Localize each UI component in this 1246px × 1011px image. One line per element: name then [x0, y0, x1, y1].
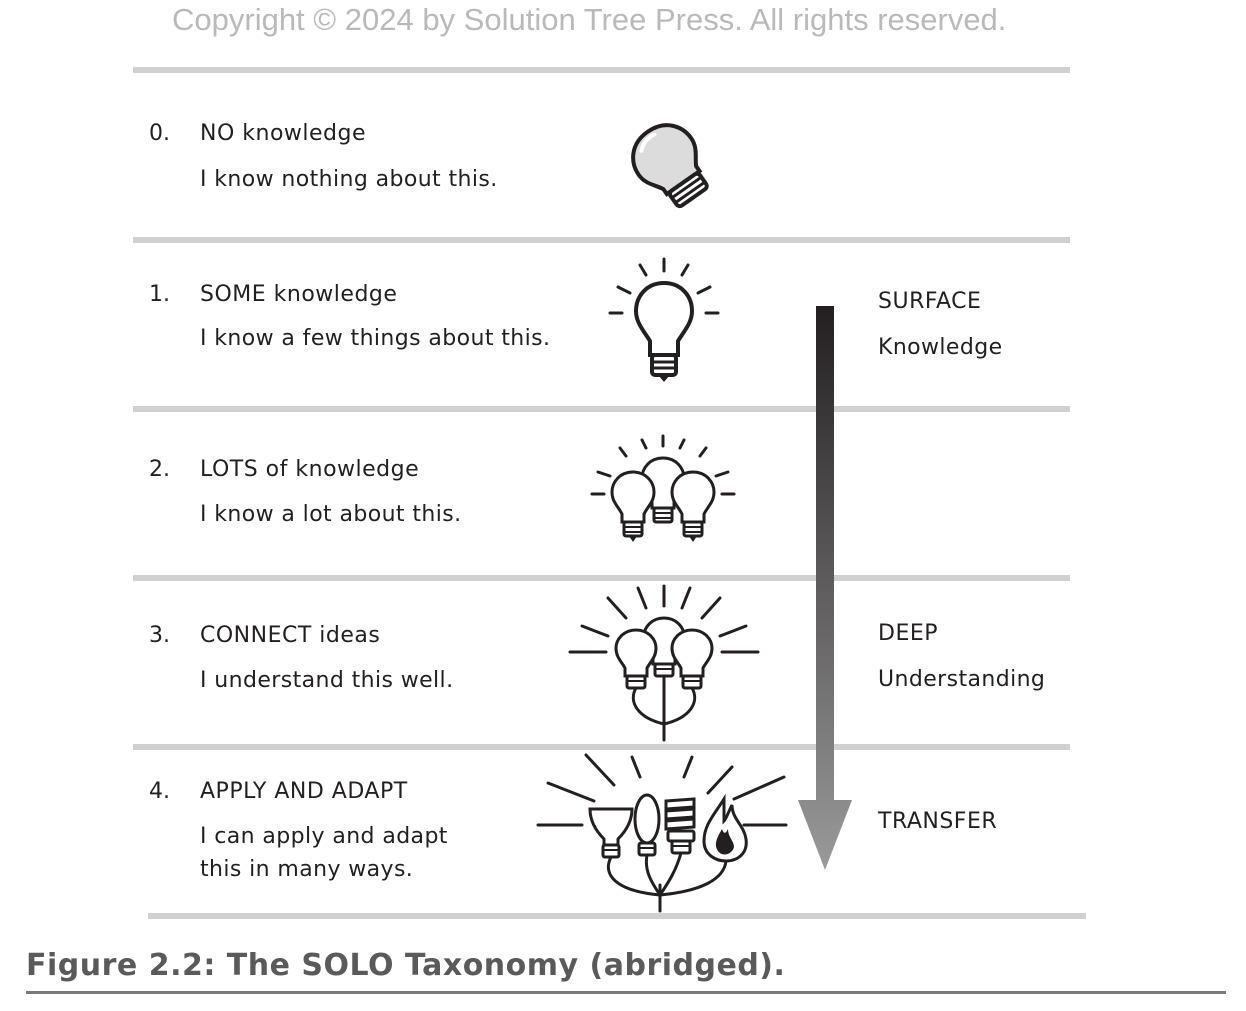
level-4-description-line-2: this in many ways. — [200, 857, 414, 882]
divider-top — [133, 67, 1070, 73]
level-3-number: 3. — [149, 623, 170, 648]
transfer-label: TRANSFER — [878, 809, 998, 834]
level-4-description-line-1: I can apply and adapt — [200, 824, 448, 849]
level-3-title: CONNECT ideas — [200, 623, 381, 648]
copyright-notice: Copyright © 2024 by Solution Tree Press. All rights reserved. — [172, 2, 1007, 37]
dim-lightbulb-icon — [606, 118, 718, 198]
level-1-title: SOME knowledge — [200, 282, 398, 307]
divider-bottom — [148, 913, 1086, 919]
three-lightbulbs-icon — [590, 434, 736, 546]
varied-bulbs-and-flame-icon — [536, 753, 788, 913]
surface-label: SURFACE — [878, 289, 982, 314]
deep-sublabel: Understanding — [878, 667, 1046, 692]
level-0-number: 0. — [149, 121, 170, 146]
level-1-number: 1. — [149, 282, 170, 307]
level-2-description — [200, 498, 461, 531]
progression-arrow — [796, 300, 854, 872]
level-4-title: APPLY AND ADAPT — [200, 779, 408, 804]
level-3-description-line: I understand this well. — [200, 668, 454, 693]
connected-lightbulbs-icon — [568, 584, 760, 742]
level-2-number: 2. — [149, 457, 170, 482]
divider-1 — [133, 237, 1070, 243]
level-0-title: NO knowledge — [200, 121, 367, 146]
divider-3 — [133, 575, 1070, 581]
figure-caption: Figure 2.2: The SOLO Taxonomy (abridged). — [26, 948, 786, 983]
level-2-description-line: I know a lot about this. — [200, 502, 462, 527]
level-3-description — [200, 664, 453, 697]
divider-2 — [133, 406, 1070, 412]
level-2-title: LOTS of knowledge — [200, 457, 420, 482]
deep-label: DEEP — [878, 621, 939, 646]
level-0-description-line: I know nothing about this. — [200, 167, 498, 192]
level-1-description-line: I know a few things about this. — [200, 326, 551, 351]
divider-4 — [133, 744, 1070, 750]
level-1-description — [200, 322, 550, 355]
level-4-number: 4. — [149, 779, 170, 804]
caption-underline — [26, 991, 1226, 994]
level-0-description — [200, 163, 498, 196]
glowing-lightbulb-icon — [606, 255, 722, 389]
surface-sublabel: Knowledge — [878, 335, 1003, 360]
level-4-description — [200, 820, 448, 886]
